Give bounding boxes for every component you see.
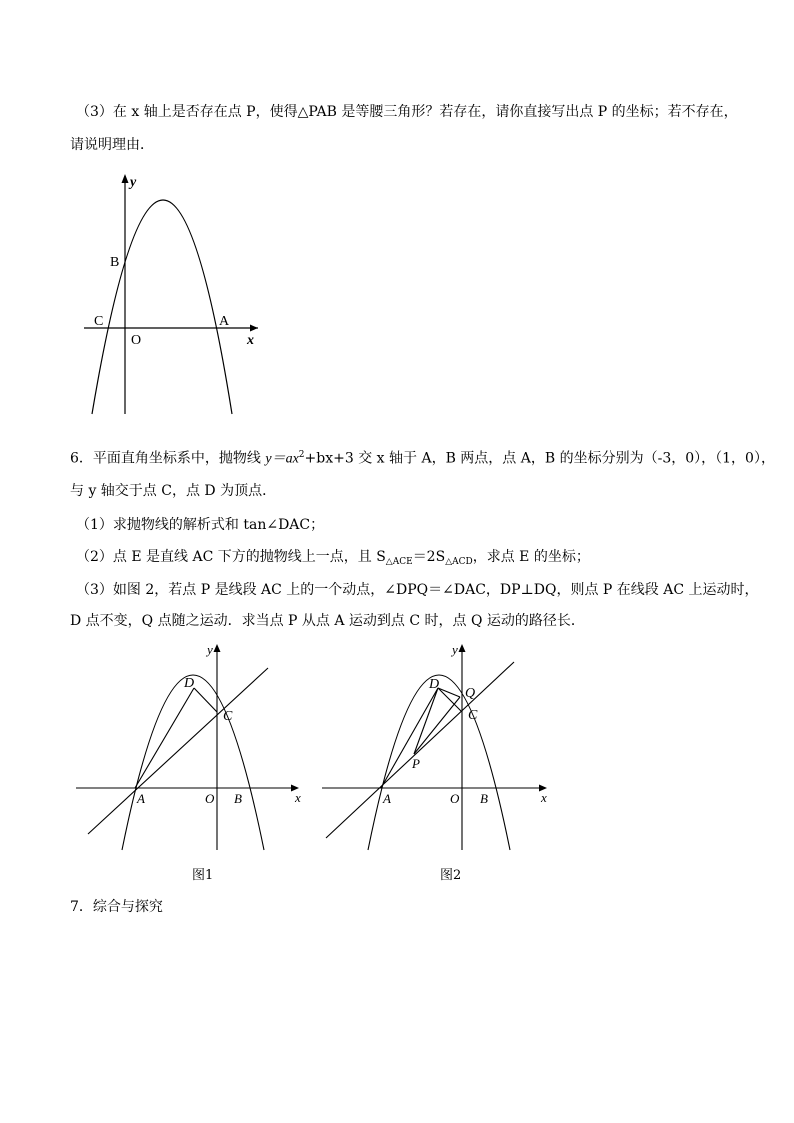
fig2-label-Q: Q [465, 686, 476, 701]
fig1-label-O: O [205, 791, 215, 806]
fig1-label-D: D [184, 676, 195, 691]
fig1-y-label: y [207, 642, 213, 657]
q6-line1-sq: 2 [298, 450, 305, 460]
top-y-label: y [130, 175, 137, 190]
fig2-label-D: D [429, 677, 440, 692]
fig2-label-P: P [412, 756, 420, 771]
fig2-label-O: O [450, 791, 460, 806]
top-label-A: A [219, 314, 230, 329]
q6-line1-b: +bx+3 交 x 轴于 A，B 两点，点 A，B 的坐标分别为（-3，0），（1，0）， [304, 450, 775, 467]
fig2-segment-DQ [438, 688, 460, 697]
q6-part2-c: ，求点 E 的坐标； [472, 549, 590, 565]
fig1-x-label: x [295, 790, 301, 805]
fig2-y-label: y [452, 642, 458, 657]
fig2-y-arrow-icon [459, 644, 466, 652]
q6-line1-eq: y＝ax [265, 451, 299, 467]
fig2-segment-DC [438, 688, 462, 712]
fig2-segment-PQ [414, 697, 460, 754]
fig2-caption: 图2 [440, 868, 462, 883]
fig2-label-A: A [383, 791, 391, 806]
fig1-label-C: C [223, 709, 233, 724]
fig2-x-label: x [541, 790, 547, 805]
q6-part1: （1）求抛物线的解析式和 tan∠DAC； [76, 517, 325, 533]
q6-line1-a: 6．平面直角坐标系中，抛物线 [70, 450, 266, 467]
fig2-label-B: B [480, 791, 488, 806]
q6-line2: 与 y 轴交于点 C，点 D 为顶点． [70, 483, 277, 499]
q6-part3-line2: D 点不变，Q 点随之运动．求当点 P 从点 A 运动到点 C 时，点 Q 运动的路径长． [70, 613, 585, 629]
fig1-label-B: B [234, 791, 242, 806]
fig2-label-C: C [468, 708, 478, 723]
q6-part2-s1: △ACE [385, 557, 413, 567]
top-x-label: x [247, 333, 254, 348]
q5-part3-line2: 请说明理由． [70, 137, 154, 153]
fig1-label-A: A [137, 791, 145, 806]
q6-part2-s2: △ACD [445, 557, 473, 567]
top-label-B: B [110, 255, 120, 270]
top-label-C: C [94, 314, 104, 329]
q7-title: 7．综合与探究 [70, 899, 163, 915]
q6-part2-b: ＝2S [412, 549, 446, 565]
fig2-parabola [368, 675, 510, 850]
fig1-caption: 图1 [192, 868, 214, 883]
q6-part2-a: （2）点 E 是直线 AC 下方的抛物线上一点，且 S [76, 549, 386, 565]
q6-part3-line1: （3）如图 2，若点 P 是线段 AC 上的一个动点，∠DPQ＝∠DAC，DP⊥DQ，则点 P 在线段 AC 上运动时， [76, 582, 759, 598]
fig2-segment-AD [381, 688, 438, 788]
q5-part3-line1: （3）在 x 轴上是否存在点 P，使得△PAB 是等腰三角形？若存在，请你直接写出点 P 的坐标；若不存在， [76, 104, 738, 120]
top-label-O: O [131, 333, 142, 348]
